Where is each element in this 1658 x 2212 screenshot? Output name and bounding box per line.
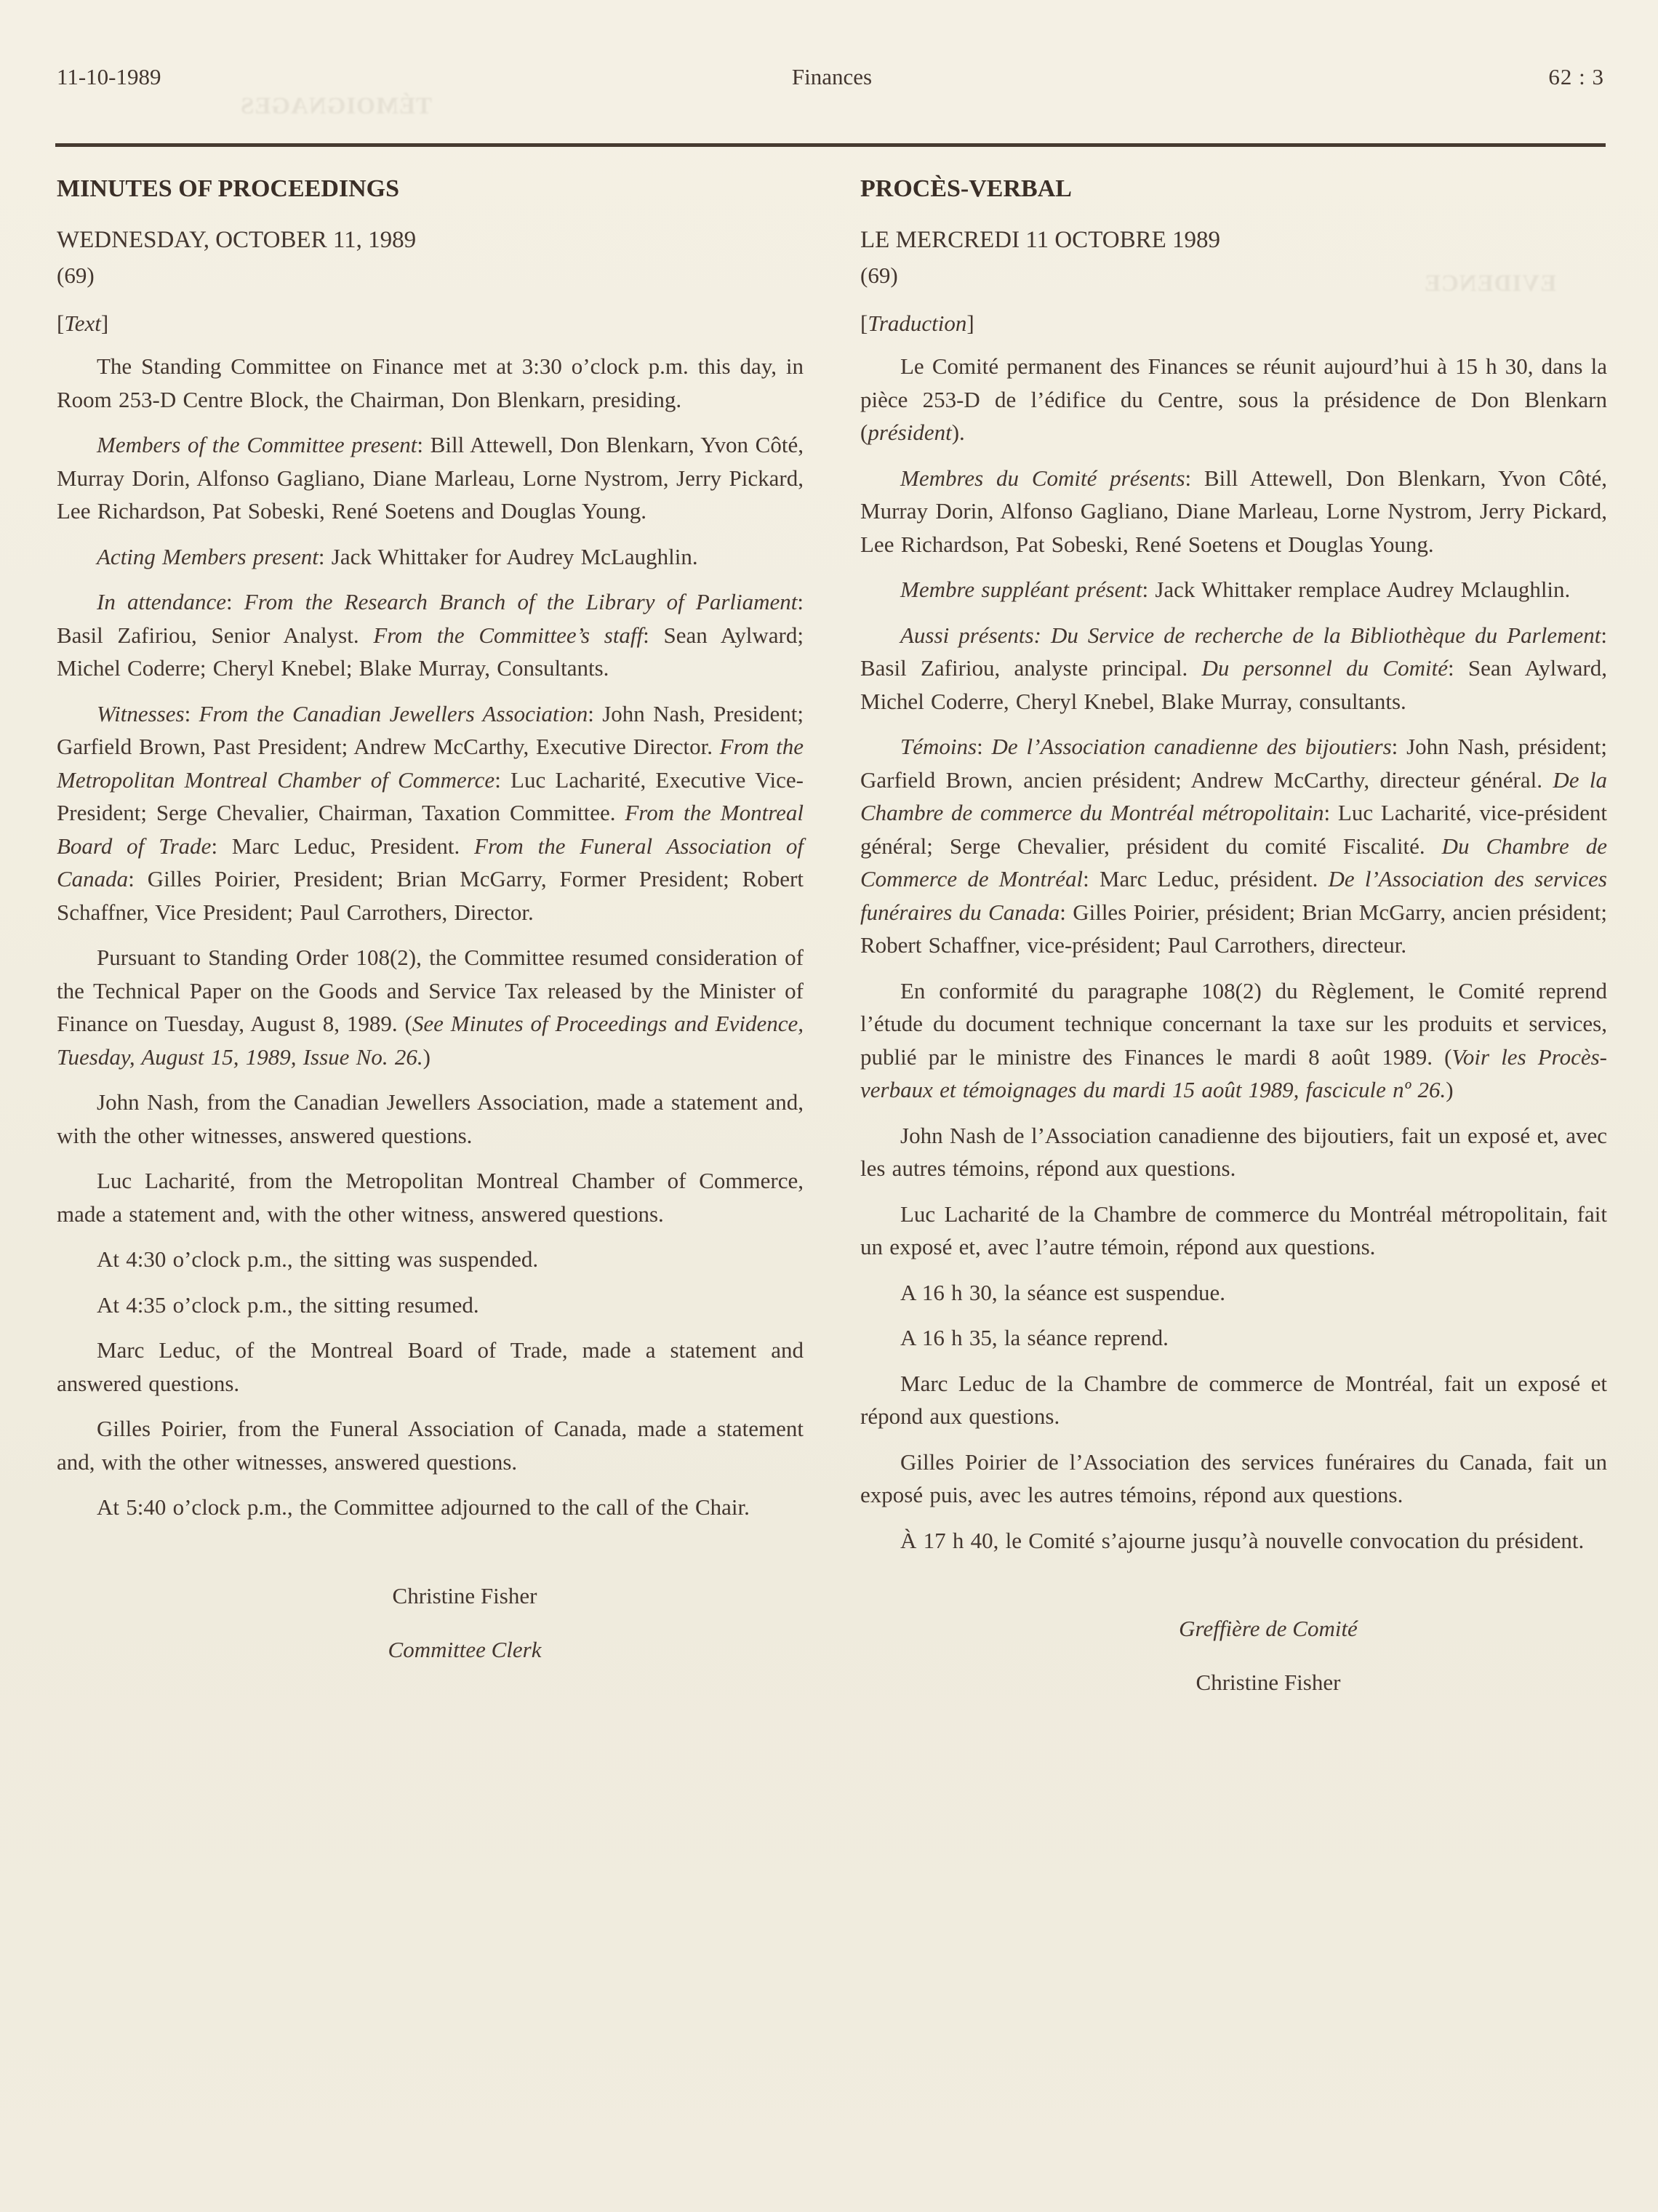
section-title-english: MINUTES OF PROCEEDINGS [57,175,400,202]
paragraph: Témoins: De l’Association canadienne des bijoutiers: John Nash, président; Garfield Brown, ancien président; Andrew McCarthy, directeur général. De la Chambre de commerce du Montréal métropolitain: Luc Lacharité, vice-président général; Serge Chevalier, président du comité Fiscalité. Du Chambre de Commerce de Montréal: Marc Leduc, président. De l’Association des services funéraires du Canada: Gilles Poirier, président; Brian McGarry, ancien président; Robert Schaffner, vice-président; Paul Carrothers, directeur. [860,734,1608,958]
column-english [57,166,804,1677]
paragraph: Gilles Poirier de l’Association des services funéraires du Canada, fait un exposé puis, avec les autres témoins, répond aux questions. [860,1448,1607,1507]
paragraph: At 4:30 o’clock p.m., the sitting was suspended. [97,1246,539,1272]
paragraph: A 16 h 30, la séance est suspendue. [900,1279,1225,1305]
paragraph: Aussi présents: Du Service de recherche de la Bibliothèque du Parlement: Basil Zafiriou, analyste principal. Du personnel du Comité: Sean Aylward, Michel Coderre, Cheryl Knebel, Blake Murray, consultants. [860,622,1607,714]
paragraph: At 5:40 o’clock p.m., the Committee adjourned to the call of the Chair. [97,1494,750,1520]
paragraphs-english [57,350,804,1524]
language-tag-english: [Text] [57,310,109,336]
paragraph: Membres du Comité présents: Bill Attewell, Don Blenkarn, Yvon Côté, Murray Dorin, Alfonso Gagliano, Diane Marleau, Lorne Nystrom, Jerry Pickard, Lee Richardson, Pat Sobeski, René Soetens et Douglas Young. [860,465,1607,557]
sitting-date-english: WEDNESDAY, OCTOBER 11, 1989 [57,227,417,253]
paragraph: John Nash de l’Association canadienne des bijoutiers, fait un exposé et, avec les autres témoins, répond aux questions. [860,1122,1607,1181]
paragraph: En conformité du paragraphe 108(2) du Règlement, le Comité reprend l’étude du document technique concernant la taxe sur les produits et services, publié par le ministre des Finances le mardi 8 août 1989. (Voir les Procès-verbaux et témoignages du mardi 15 août 1989, fascicule nº 26.) [860,977,1607,1102]
signature-block-french [860,1602,1607,1710]
header-divider [55,143,1606,147]
column-french [860,166,1607,1710]
paragraph: Membre suppléant présent: Jack Whittaker remplace Audrey Mclaughlin. [900,577,1571,602]
issue-number: (69) [57,263,95,288]
paragraph: A 16 h 35, la séance reprend. [900,1325,1169,1350]
paragraph: Le Comité permanent des Finances se réunit aujourd’hui à 15 h 30, dans la pièce 253-D de l’édifice du Centre, sous la présidence de Don Blenkarn (président). [860,353,1607,445]
signature-name: Christine Fisher [392,1582,537,1608]
paragraph: Luc Lacharité de la Chambre de commerce du Montréal métropolitain, fait un exposé et, avec l’autre témoin, répond aux questions. [860,1201,1607,1259]
signature-block-english [57,1569,804,1677]
language-tag-french: [Traduction] [860,310,974,336]
header-date: 11-10-1989 [57,64,161,89]
issue-number: (69) [860,263,898,288]
section-title-french: PROCÈS-VERBAL [860,175,1072,202]
paragraph: Marc Leduc, of the Montreal Board of Trade, made a statement and answered questions. [57,1337,804,1396]
sitting-date-french: LE MERCREDI 11 OCTOBRE 1989 [860,227,1221,253]
paragraph: Marc Leduc de la Chambre de commerce de Montréal, fait un exposé et répond aux questions. [860,1370,1607,1429]
paragraph: At 4:35 o’clock p.m., the sitting resumed. [97,1291,479,1318]
header-section-title: Finances [791,64,873,89]
paragraph: Members of the Committee present: Bill Attewell, Don Blenkarn, Yvon Côté, Murray Dorin, Alfonso Gagliano, Diane Marleau, Lorne Nystrom, Jerry Pickard, Lee Richardson, Pat Sobeski, René Soetens and Douglas Young. [57,432,804,524]
paragraph: Acting Members present: Jack Whittaker for Audrey McLaughlin. [97,543,698,569]
header-page-number: 62 : 3 [1548,64,1604,89]
paragraph: In attendance: From the Research Branch of the Library of Parliament: Basil Zafiriou, Senior Analyst. From the Committee’s staff: Sean Aylward; Michel Coderre; Cheryl Knebel; Blake Murray, Consultants. [57,589,804,681]
paragraphs-french [860,350,1607,1557]
paragraph: Luc Lacharité, from the Metropolitan Montreal Chamber of Commerce, made a statement and, with the other witness, answered questions. [57,1168,804,1227]
bleedthrough-text: EVIDENCE [1424,271,1557,297]
paragraph: À 17 h 40, le Comité s’ajourne jusqu’à nouvelle convocation du président. [900,1527,1585,1553]
paragraph: Pursuant to Standing Order 108(2), the Committee resumed consideration of the Technical Paper on the Goods and Service Tax released by the Minister of Finance on Tuesday, August 8, 1989. (See Minutes of Proceedings and Evidence, Tuesday, August 15, 1989, Issue No. 26.) [57,945,804,1070]
two-column-layout [57,166,1607,2212]
paragraph: Witnesses: From the Canadian Jewellers Association: John Nash, President; Garfield Brown, Past President; Andrew McCarthy, Executive Director. From the Metropolitan Montreal Chamber of Commerce: Luc Lacharité, Executive Vice-President; Serge Chevalier, Chairman, Taxation Committee. From the Montreal Board of Trade: Marc Leduc, President. From the Funeral Association of Canada: Gilles Poirier, President; Brian McGarry, Former President; Robert Schaffner, Vice President; Paul Carrothers, Director. [57,700,804,925]
bleedthrough-text: TÉMOIGNAGES [240,93,433,119]
paragraph: Gilles Poirier, from the Funeral Association of Canada, made a statement and, with the other witnesses, answered questions. [57,1416,804,1475]
signature-role: Greffière de Comité [1179,1616,1358,1641]
paragraph: The Standing Committee on Finance met at 3:30 o’clock p.m. this day, in Room 253-D Centre Block, the Chairman, Don Blenkarn, presiding. [57,353,804,412]
signature-role: Committee Clerk [388,1636,542,1662]
paragraph: John Nash, from the Canadian Jewellers Association, made a statement and, with the other witnesses, answered questions. [57,1089,804,1148]
signature-name: Christine Fisher [1196,1670,1341,1695]
page-header [57,64,1607,97]
